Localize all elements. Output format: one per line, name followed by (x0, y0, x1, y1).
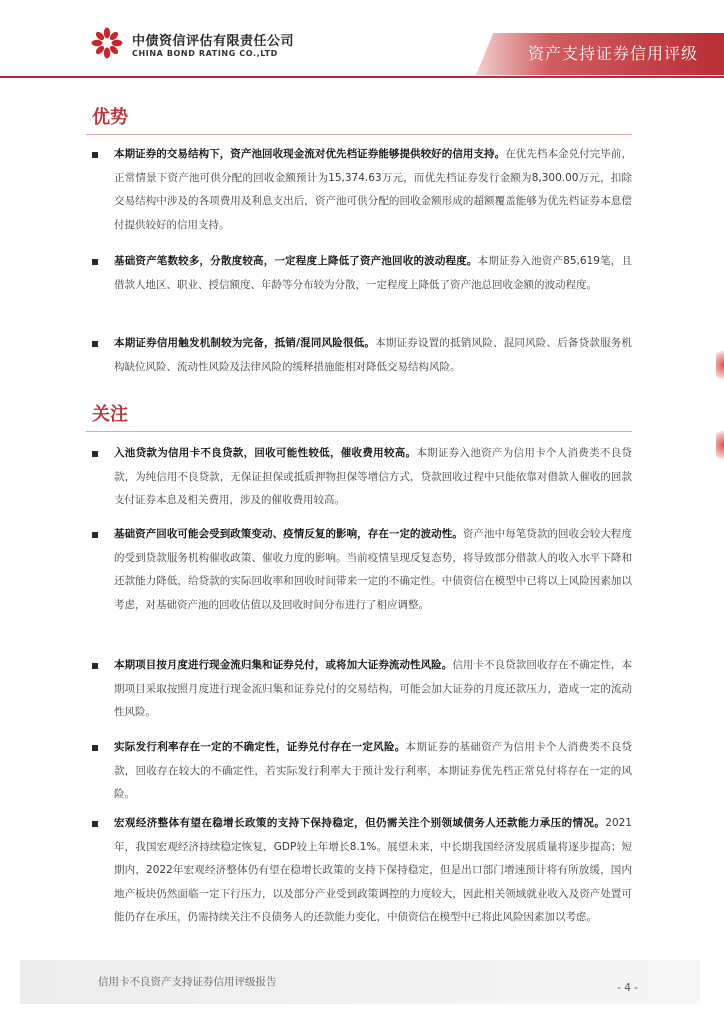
stamp-edge-mark (716, 425, 724, 465)
concerns-rule (86, 431, 632, 432)
concern-item-4-text: 本期证券的基础资产为信用卡个人消费类不良贷款，回收存在较大的不确定性，若实际发行利率大于预计发行利率，本期证券优先档正常兑付将存在一定的风险。 (114, 741, 633, 800)
concern-item-2-text: 资产池中每笔贷款的回收会较大程度的受到贷款服务机构催收政策、催收力度的影响。当前疫情呈现反复态势，将导致部分借款人的收入水平下降和还款能力降低，给贷款的实际回收率和回收时间带来一定的不确定性。中债资信在模型中已将以上风险因素加以考虑，对基础资产池的回收估值以及回收时间分布进行了相应调整。 (114, 528, 632, 611)
brand-name-cn: 中债资信评估有限责任公司 (132, 34, 295, 49)
strength-item-2-text: 本期证券入池资产85,619笔，且借款人地区、职业、授信额度、年龄等分布较为分散，一定程度上降低了资产池总回收金额的波动程度。 (114, 255, 633, 291)
header-divider (0, 76, 724, 78)
concern-item-1-lead: 入池贷款为信用卡不良贷款，回收可能性较低，催收费用较高。 (114, 447, 417, 459)
strength-item-3 (92, 332, 632, 379)
bullet-square-icon (92, 663, 98, 669)
concern-item-1-text: 本期证券入池资产为信用卡个人消费类不良贷款，为纯信用不良贷款，无保证担保或抵质押物担保等增信方式，贷款回收过程中只能依靠对借款人催收的回款支付证券本息及相关费用，涉及的催收费用较高。 (114, 447, 633, 506)
strength-item-2-lead: 基础资产笔数较多，分散度较高，一定程度上降低了资产池回收的波动程度。 (114, 255, 478, 267)
stamp-edge-mark (716, 345, 724, 385)
footer-report-title: 信用卡不良资产支持证券信用评级报告 (98, 976, 277, 988)
bullet-square-icon (92, 532, 98, 538)
footer-page-number: - 4 - (617, 982, 638, 994)
strength-item-1 (92, 143, 632, 237)
concern-item-2 (92, 523, 632, 617)
concerns-title: 关注 (92, 404, 128, 425)
concern-item-4 (92, 736, 632, 807)
concern-item-3-lead: 本期项目按月度进行现金流归集和证券兑付，或将加大证券流动性风险。 (114, 659, 453, 671)
concern-item-3 (92, 654, 632, 725)
strength-item-3-text: 本期证券设置的抵销风险、混同风险、后备贷款服务机构缺位风险、流动性风险及法律风险的缓释措施能相对降低交易结构风险。 (114, 337, 632, 373)
bullet-square-icon (92, 451, 98, 457)
header-section-title: 资产支持证券信用评级 (527, 44, 698, 63)
page-header (0, 0, 724, 80)
concern-item-5 (92, 812, 632, 930)
concern-item-2-lead: 基础资产回收可能会受到政策变动、疫情反复的影响，存在一定的波动性。 (114, 528, 463, 540)
concern-item-5-lead: 宏观经济整体有望在稳增长政策的支持下保持稳定，但仍需关注个别领域债务人还款能力承压的情况。 (114, 817, 606, 829)
bullet-square-icon (92, 821, 98, 827)
company-logo-icon (90, 26, 124, 60)
bullet-square-icon (92, 259, 98, 265)
strengths-rule (86, 134, 632, 135)
strength-item-3-lead: 本期证券信用触发机制较为完备，抵销/混同风险很低。 (114, 337, 376, 349)
concern-item-3-text: 信用卡不良贷款回收存在不确定性，本期项目采取按照月度进行现金流归集和证券兑付的交易结构，可能会加大证券的月度还款压力，造成一定的流动性风险。 (114, 659, 633, 718)
bullet-square-icon (92, 745, 98, 751)
bullet-square-icon (92, 341, 98, 347)
strength-item-1-lead: 本期证券的交易结构下，资产池回收现金流对优先档证券能够提供较好的信用支持。 (114, 148, 506, 160)
bullet-square-icon (92, 152, 98, 158)
strength-item-2 (92, 250, 632, 297)
concern-item-4-lead: 实际发行利率存在一定的不确定性，证券兑付存在一定风险。 (114, 741, 406, 753)
concern-item-1 (92, 442, 632, 513)
strengths-title: 优势 (92, 107, 128, 128)
strength-item-1-text: 在优先档本金兑付完毕前，正常情景下资产池可供分配的回收金额预计为15,374.63万元，而优先档证券发行金额为8,300.00万元，扣除交易结构中涉及的各项费用及利息支出后，资产池可供分配的回收金额形成的超额覆盖能够为优先档证券本息偿付提供较好的信用支持。 (114, 148, 633, 231)
brand-name-en: CHINA BOND RATING CO.,LTD (132, 49, 278, 58)
concern-item-5-text: 2021年，我国宏观经济持续稳定恢复，GDP较上年增长8.1%。展望未来，中长期我国经济发展质量将逐步提高；短期内，2022年宏观经济整体仍有望在稳增长政策的支持下保持稳定，但是出口部门增速预计将有所放缓，国内地产板块仍然面临一定下行压力，以及部分产业受到政策调控的力度较大，因此相关领域就业收入及资产处置可能仍存在承压，仍需持续关注不良债务人的还款能力变化，中债资信在模型中已将此风险因素加以考虑。 (114, 817, 632, 923)
